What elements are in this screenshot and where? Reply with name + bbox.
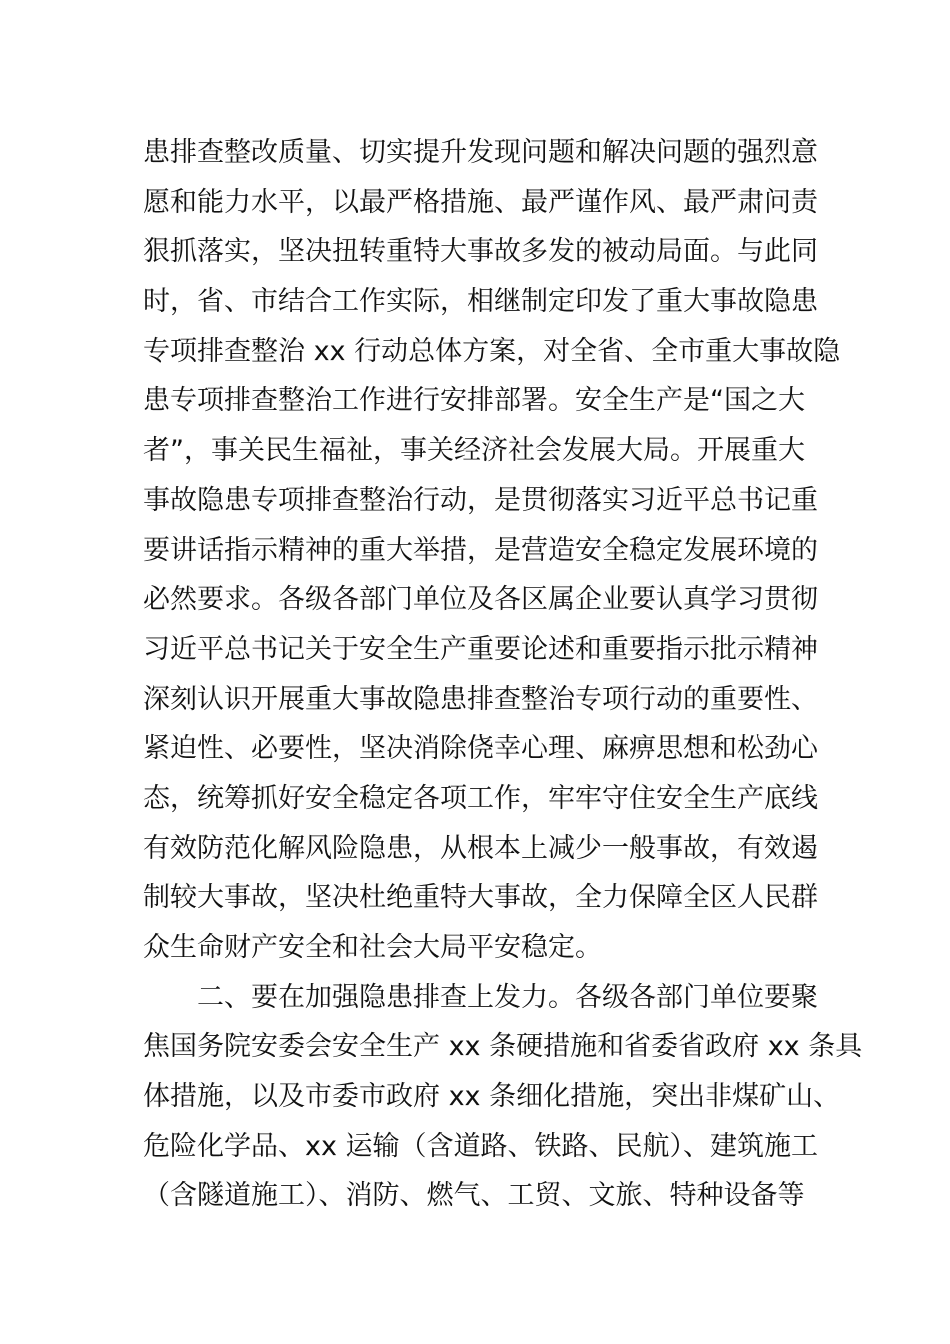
document-body	[143, 128, 863, 1221]
text-line-19: 焦国务院安委会安全生产 xx 条硬措施和省委省政府 xx 条具	[143, 1031, 863, 1063]
text-line-14: 态，统筹抓好安全稳定各项工作，牢牢守住安全生产底线	[143, 782, 818, 814]
text-line-20: 体措施，以及市委市政府 xx 条细化措施，突出非煤矿山、	[143, 1081, 841, 1113]
text-line-8: 事故隐患专项排查整治行动，是贯彻落实习近平总书记重	[143, 484, 818, 516]
text-line-16: 制较大事故，坚决杜绝重特大事故，全力保障全区人民群	[143, 882, 818, 914]
text-line-1: 患排查整改质量、切实提升发现问题和解决问题的强烈意	[143, 137, 818, 168]
text-line-10: 必然要求。各级各部门单位及各区属企业要认真学习贯彻	[143, 584, 818, 616]
text-line-2: 愿和能力水平，以最严格措施、最严谨作风、最严肃问责	[143, 186, 818, 218]
text-line-15: 有效防范化解风险隐患，从根本上减少一般事故，有效遏	[143, 832, 818, 864]
paragraph-heading-line: 二、要在加强隐患排查上发力。各级各部门单位要聚	[197, 981, 818, 1013]
text-line-4: 时，省、市结合工作实际，相继制定印发了重大事故隐患	[143, 286, 818, 318]
text-line-9: 要讲话指示精神的重大举措，是营造安全稳定发展环境的	[143, 534, 818, 566]
text-line-5: 专项排查整治 xx 行动总体方案，对全省、全市重大事故隐	[143, 335, 841, 367]
text-line-13: 紧迫性、必要性，坚决消除侥幸心理、麻痹思想和松劲心	[143, 733, 818, 765]
text-line-22: （含隧道施工）、消防、燃气、工贸、文旅、特种设备等	[143, 1180, 805, 1212]
text-line-3: 狠抓落实，坚决扭转重特大事故多发的被动局面。与此同	[143, 236, 818, 268]
text-line-11: 习近平总书记关于安全生产重要论述和重要指示批示精神	[143, 633, 818, 665]
text-line-12: 深刻认识开展重大事故隐患排查整治专项行动的重要性、	[143, 683, 818, 715]
text-line-21: 危险化学品、xx 运输（含道路、铁路、民航）、建筑施工	[143, 1130, 819, 1162]
text-line-7: 者”，事关民生福祉，事关经济社会发展大局。开展重大	[143, 435, 805, 467]
text-line-6: 患专项排查整治工作进行安排部署。安全生产是“国之大	[143, 385, 805, 417]
text-line-17: 众生命财产安全和社会大局平安稳定。	[143, 932, 602, 963]
